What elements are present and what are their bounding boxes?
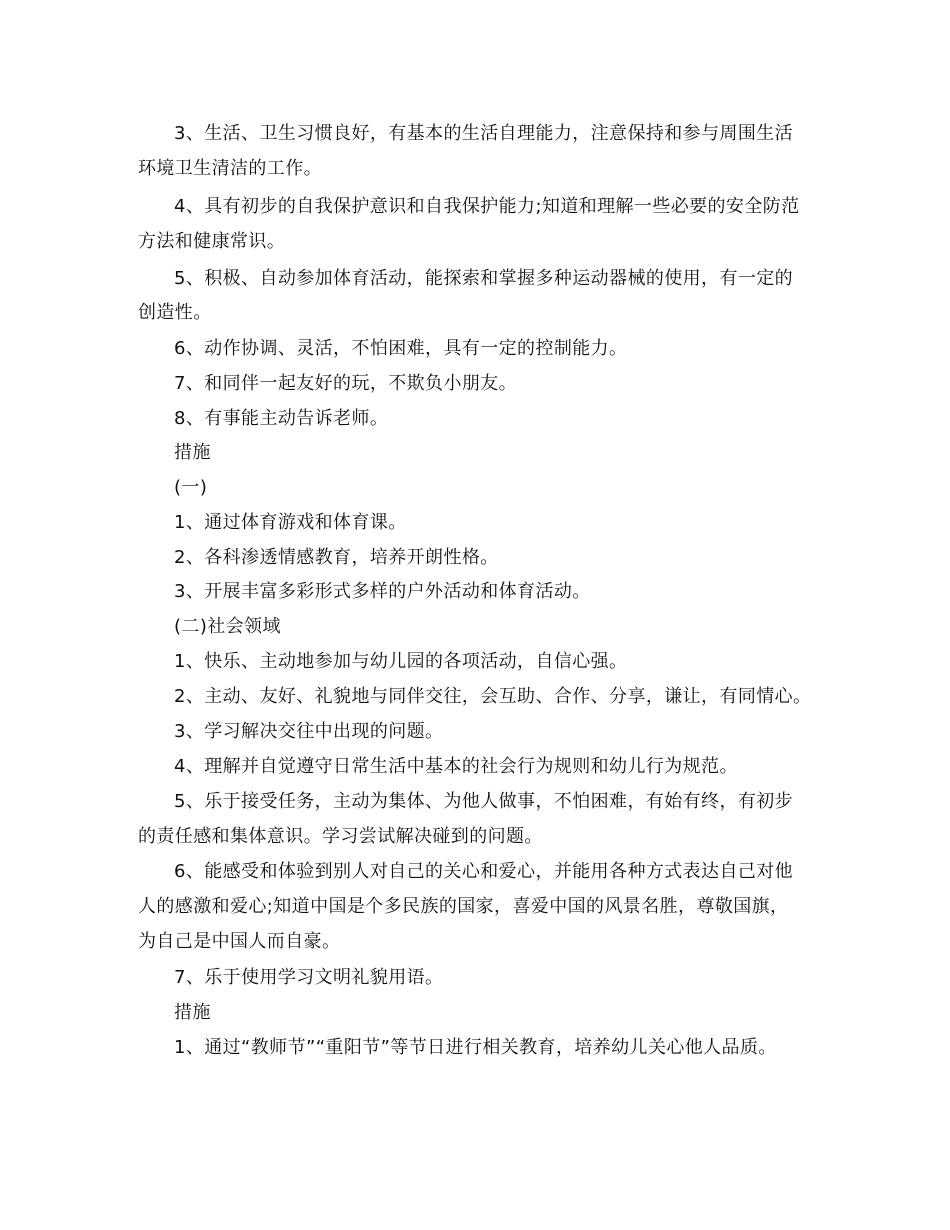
- text-line: 3、开展丰富多彩形式多样的户外活动和体育活动。: [174, 581, 591, 602]
- text-line: 5、积极、自动参加体育活动，能探索和掌握多种运动器械的使用，有一定的: [174, 268, 794, 289]
- text-line: 1、通过体育游戏和体育课。: [174, 512, 407, 533]
- section-heading: 措施: [174, 442, 211, 463]
- text-line: 3、学习解决交往中出现的问题。: [174, 721, 444, 742]
- section-heading: (二)社会领域: [174, 616, 281, 637]
- text-line: 1、快乐、主动地参加与幼儿园的各项活动，自信心强。: [174, 651, 628, 672]
- text-line: 2、主动、友好、礼貌地与同伴交往，会互助、合作、分享，谦让，有同情心。: [174, 686, 812, 707]
- text-line: 1、通过“教师节”“重阳节”等节日进行相关教育，培养幼儿关心他人品质。: [174, 1037, 777, 1058]
- text-line: 7、乐于使用学习文明礼貌用语。: [174, 967, 444, 988]
- text-line: 6、能感受和体验到别人对自己的关心和爱心，并能用各种方式表达自己对他: [174, 861, 794, 882]
- text-line: 8、有事能主动告诉老师。: [174, 408, 389, 429]
- text-line: 6、动作协调、灵活，不怕困难，具有一定的控制能力。: [174, 338, 628, 359]
- text-line: 4、理解并自觉遵守日常生活中基本的社会行为规则和幼儿行为规范。: [174, 756, 738, 777]
- text-line: 3、生活、卫生习惯良好，有基本的生活自理能力，注意保持和参与周围生活: [174, 123, 794, 144]
- text-line: 7、和同伴一起友好的玩，不欺负小朋友。: [174, 373, 518, 394]
- text-line: 2、各科渗透情感教育，培养开朗性格。: [174, 547, 499, 568]
- text-line: 的责任感和集体意识。学习尝试解决碰到的问题。: [138, 826, 543, 847]
- text-line: 环境卫生清洁的工作。: [138, 158, 322, 179]
- text-line: 创造性。: [138, 302, 212, 323]
- section-heading: 措施: [174, 1002, 211, 1023]
- text-line: 为自己是中国人而自豪。: [138, 931, 341, 952]
- text-line: 方法和健康常识。: [138, 231, 286, 252]
- text-line: 5、乐于接受任务，主动为集体、为他人做事，不怕困难，有始有终，有初步: [174, 791, 794, 812]
- text-line: 人的感激和爱心;知道中国是个多民族的国家，喜爱中国的风景名胜，尊敬国旗，: [138, 896, 789, 917]
- section-heading: (一): [174, 477, 208, 498]
- text-line: 4、具有初步的自我保护意识和自我保护能力;知道和理解一些必要的安全防范: [174, 196, 800, 217]
